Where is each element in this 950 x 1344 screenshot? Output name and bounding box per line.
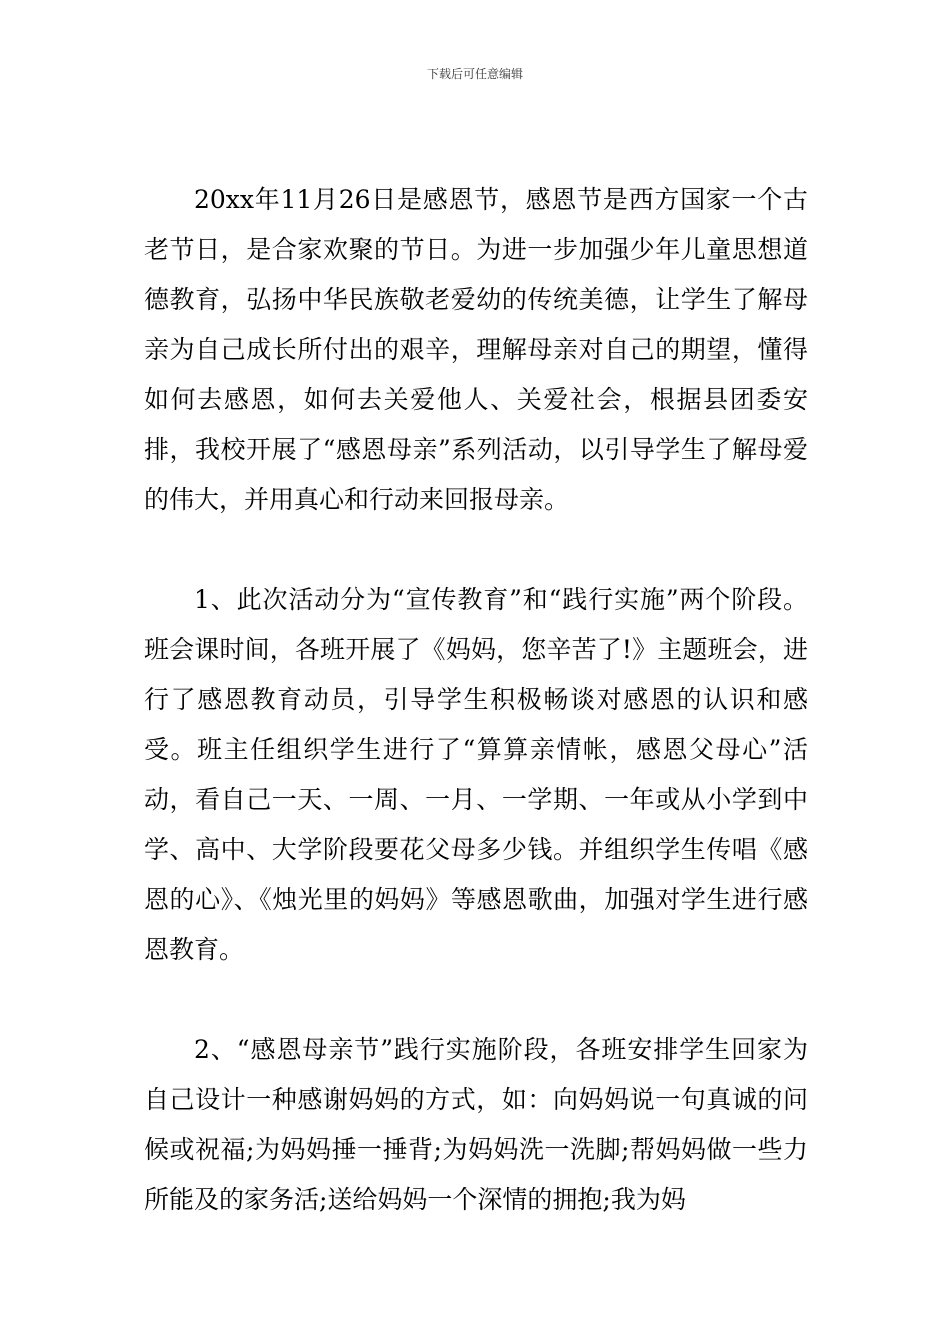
document-body xyxy=(144,175,808,1225)
paragraph-intro: 20xx年11月26日是感恩节，感恩节是西方国家一个古老节日，是合家欢聚的节日。为进一步加强少年儿童思想道德教育，弘扬中华民族敬老爱幼的传统美德，让学生了解母亲为自己成长所付出的艰辛，理解母亲对自己的期望，懂得如何去感恩，如何去关爱他人、关爱社会，根据县团委安排，我校开展了“感恩母亲”系列活动，以引导学生了解母爱的伟大，并用真心和行动来回报母亲。 xyxy=(144,185,808,514)
paragraph-item-1: 1、此次活动分为“宣传教育”和“践行实施”两个阶段。班会课时间，各班开展了《妈妈，您辛苦了!》主题班会，进行了感恩教育动员，引导学生积极畅谈对感恩的认识和感受。班主任组织学生进行了“算算亲情帐，感恩父母心”活动，看自己一天、一周、一月、一学期、一年或从小学到中学、高中、大学阶段要花父母多少钱。并组织学生传唱《感恩的心》、《烛光里的妈妈》等感恩歌曲，加强对学生进行感恩教育。 xyxy=(144,585,808,964)
paragraph-item-2: 2、“感恩母亲节”践行实施阶段，各班安排学生回家为自己设计一种感谢妈妈的方式，如：向妈妈说一句真诚的问候或祝福;为妈妈捶一捶背;为妈妈洗一洗脚;帮妈妈做一些力所能及的家务活;送给妈妈一个深情的拥抱;我为妈 xyxy=(144,1035,808,1214)
header-note: 下载后可任意编辑 xyxy=(426,67,523,81)
